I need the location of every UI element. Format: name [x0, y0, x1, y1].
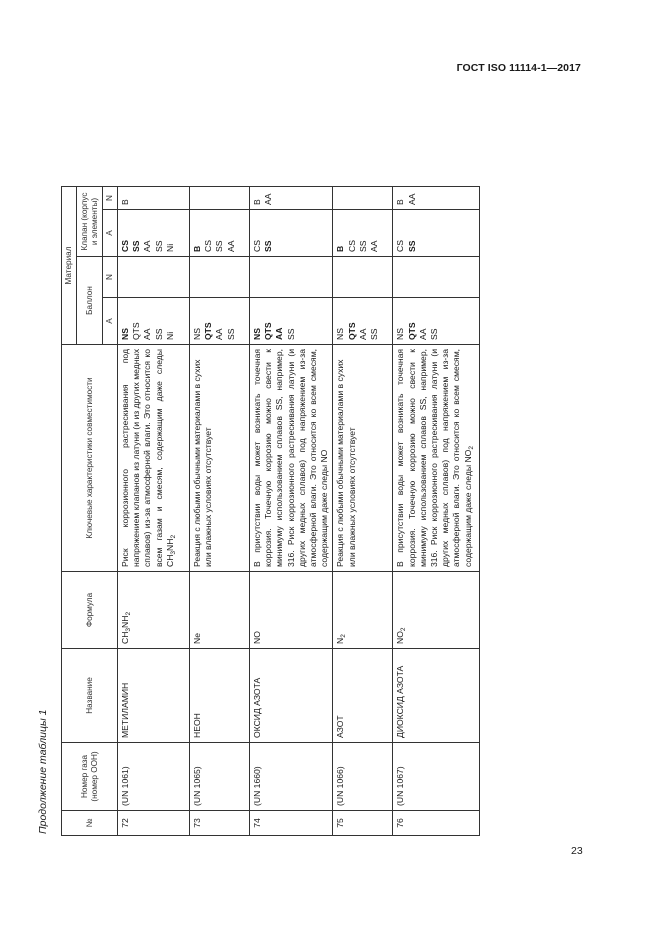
- material-code: Ni: [164, 331, 175, 340]
- material-code: SS: [225, 328, 236, 340]
- col-formula-header: Формула: [62, 572, 118, 649]
- material-code: AA: [142, 328, 153, 340]
- material-code: Ni: [164, 243, 175, 252]
- material-code: AA: [368, 240, 379, 252]
- formula-text: CH: [120, 631, 130, 644]
- material-code: QTS: [346, 322, 357, 340]
- cyl-a-cell: [190, 298, 250, 345]
- row-formula: NO: [250, 572, 333, 649]
- row-un: (UN 1660): [250, 743, 333, 811]
- material-code: AA: [263, 193, 274, 205]
- row-formula: Ne: [190, 572, 250, 649]
- row-formula: [118, 572, 190, 649]
- col-valve-header: Клапан (корпус и элементы): [77, 187, 103, 257]
- material-code: B: [395, 199, 406, 205]
- row-no: 76: [393, 811, 479, 836]
- material-code: SS: [406, 240, 417, 252]
- row-formula: $N_2$: [333, 572, 393, 649]
- cyl-n-cell: [393, 257, 479, 298]
- col-desc-header: Ключевые характеристики совместимости: [62, 345, 118, 572]
- table-caption: Продолжение таблицы 1: [37, 709, 49, 834]
- cyl-n-header: N: [103, 257, 118, 298]
- material-code: SS: [357, 240, 368, 252]
- table-row: [250, 187, 333, 836]
- material-code: AA: [214, 328, 225, 340]
- valve-a-cell: [118, 210, 190, 257]
- row-name: ОКСИД АЗОТА: [250, 649, 333, 743]
- formula-sub: 3: [125, 627, 132, 632]
- material-code: CS: [120, 240, 130, 252]
- col-name-header: Название: [62, 649, 118, 743]
- material-code: AA: [406, 193, 417, 205]
- row-no: 74: [250, 811, 333, 836]
- table-row: [393, 187, 479, 836]
- row-un: (UN 1061): [118, 743, 190, 811]
- material-code: QTS: [131, 322, 142, 340]
- material-code: SS: [214, 240, 225, 252]
- material-code: AA: [417, 328, 428, 340]
- desc-text: Риск коррозионного растрескивания под напряжением клапанов из латуни (и из других медных сплавов) из-за атмосферной влаги. Это относится ко всем газам и смесям, содержащим даже следы: [120, 349, 164, 567]
- col-material-header: Материал: [62, 187, 77, 345]
- desc-formula: $NO_2$: [462, 446, 475, 463]
- material-code: SS: [131, 240, 142, 252]
- cyl-n-cell: [333, 257, 393, 298]
- cyl-n-cell: [250, 257, 333, 298]
- row-name: МЕТИЛАМИН: [118, 649, 190, 743]
- material-code: SS: [153, 328, 164, 340]
- cyl-n-cell: [190, 257, 250, 298]
- material-code: NS: [120, 328, 130, 340]
- row-un: (UN 1065): [190, 743, 250, 811]
- material-code: NS: [335, 328, 346, 340]
- cyl-a-cell: [393, 298, 479, 345]
- material-code: QTS: [406, 322, 417, 340]
- material-code: AA: [142, 240, 153, 252]
- row-name: НЕОН: [190, 649, 250, 743]
- valve-n-cell: [250, 187, 333, 210]
- material-code: CS: [346, 240, 357, 252]
- material-code: QTS: [263, 322, 274, 340]
- row-desc: [118, 345, 190, 572]
- row-desc: Реакция с любыми обычными материалами в сухих или влажных условиях отсутствует: [190, 345, 250, 572]
- material-code: CS: [252, 240, 262, 252]
- valve-n-cell: [118, 187, 190, 210]
- desc-text: В присутствии воды может возникать точечная коррозия. Точечную коррозию можно свести к минимуму использованием сплавов SS, например, 316. Риск коррозионного растрескивания латуни (и других медных сплавов) под напряжением из-за атмосферной влаги. Это относится ко всем смесям, содержащим даже следы: [395, 349, 473, 567]
- material-code: SS: [368, 328, 379, 340]
- valve-a-cell: [190, 210, 250, 257]
- row-no: 73: [190, 811, 250, 836]
- standard-header: ГОСТ ISO 11114-1—2017: [456, 62, 581, 74]
- material-code: CS: [203, 240, 214, 252]
- material-code: CS: [395, 240, 406, 252]
- row-no: 75: [333, 811, 393, 836]
- row-desc: Реакция с любыми обычными материалами в сухих или влажных условиях отсутствует: [333, 345, 393, 572]
- material-code: QTS: [203, 322, 214, 340]
- valve-a-header: А: [103, 210, 118, 257]
- row-un: (UN 1066): [333, 743, 393, 811]
- material-code: B: [252, 199, 262, 205]
- row-name: АЗОТ: [333, 649, 393, 743]
- rotated-table-area: [37, 90, 581, 836]
- valve-n-header: N: [103, 187, 118, 210]
- cyl-a-cell: [250, 298, 333, 345]
- material-code: NS: [395, 328, 406, 340]
- col-no-header: №: [62, 811, 118, 836]
- valve-a-cell: [250, 210, 333, 257]
- valve-n-cell: [393, 187, 479, 210]
- page-number: 23: [571, 845, 583, 857]
- valve-n-cell: [190, 187, 250, 210]
- compatibility-table: [61, 186, 480, 836]
- material-code: AA: [274, 327, 285, 340]
- table-row: [333, 187, 393, 836]
- row-no: 72: [118, 811, 190, 836]
- material-code: SS: [285, 328, 296, 340]
- row-un: (UN 1067): [393, 743, 479, 811]
- material-code: NS: [192, 328, 202, 340]
- col-un-header: Номер газа (номер ООН): [62, 743, 118, 811]
- table-row: [118, 187, 190, 836]
- desc-formula: $CH_3NH_2$: [164, 534, 177, 567]
- material-code: B: [335, 245, 346, 252]
- material-code: B: [192, 245, 202, 252]
- formula-text: NH: [120, 615, 130, 628]
- col-cylinder-header: Баллон: [77, 257, 103, 345]
- formula-sub: 2: [125, 611, 132, 616]
- cyl-a-cell: [118, 298, 190, 345]
- row-name: ДИОКСИД АЗОТА: [393, 649, 479, 743]
- material-code: SS: [428, 328, 439, 340]
- valve-n-cell: [333, 187, 393, 210]
- row-formula: $NO_2$: [393, 572, 479, 649]
- material-code: SS: [263, 240, 274, 252]
- valve-a-cell: [393, 210, 479, 257]
- row-desc: В присутствии воды может возникать точечная коррозия. Точечную коррозию можно свести к минимуму использованием сплавов SS, например, 316. Риск коррозионного растрескивания латуни (и других медных сплавов) под напряжением из-за атмосферной влаги. Это относится ко всем смесям, содержащим даже следы NO: [250, 345, 333, 572]
- material-code: AA: [357, 328, 368, 340]
- material-code: NS: [252, 328, 262, 340]
- material-code: AA: [225, 240, 236, 252]
- row-desc: [393, 345, 479, 572]
- cyl-n-cell: [118, 257, 190, 298]
- table-row: [190, 187, 250, 836]
- valve-a-cell: [333, 210, 393, 257]
- cyl-a-cell: [333, 298, 393, 345]
- cyl-a-header: А: [103, 298, 118, 345]
- material-code: SS: [153, 240, 164, 252]
- material-code: B: [120, 199, 130, 205]
